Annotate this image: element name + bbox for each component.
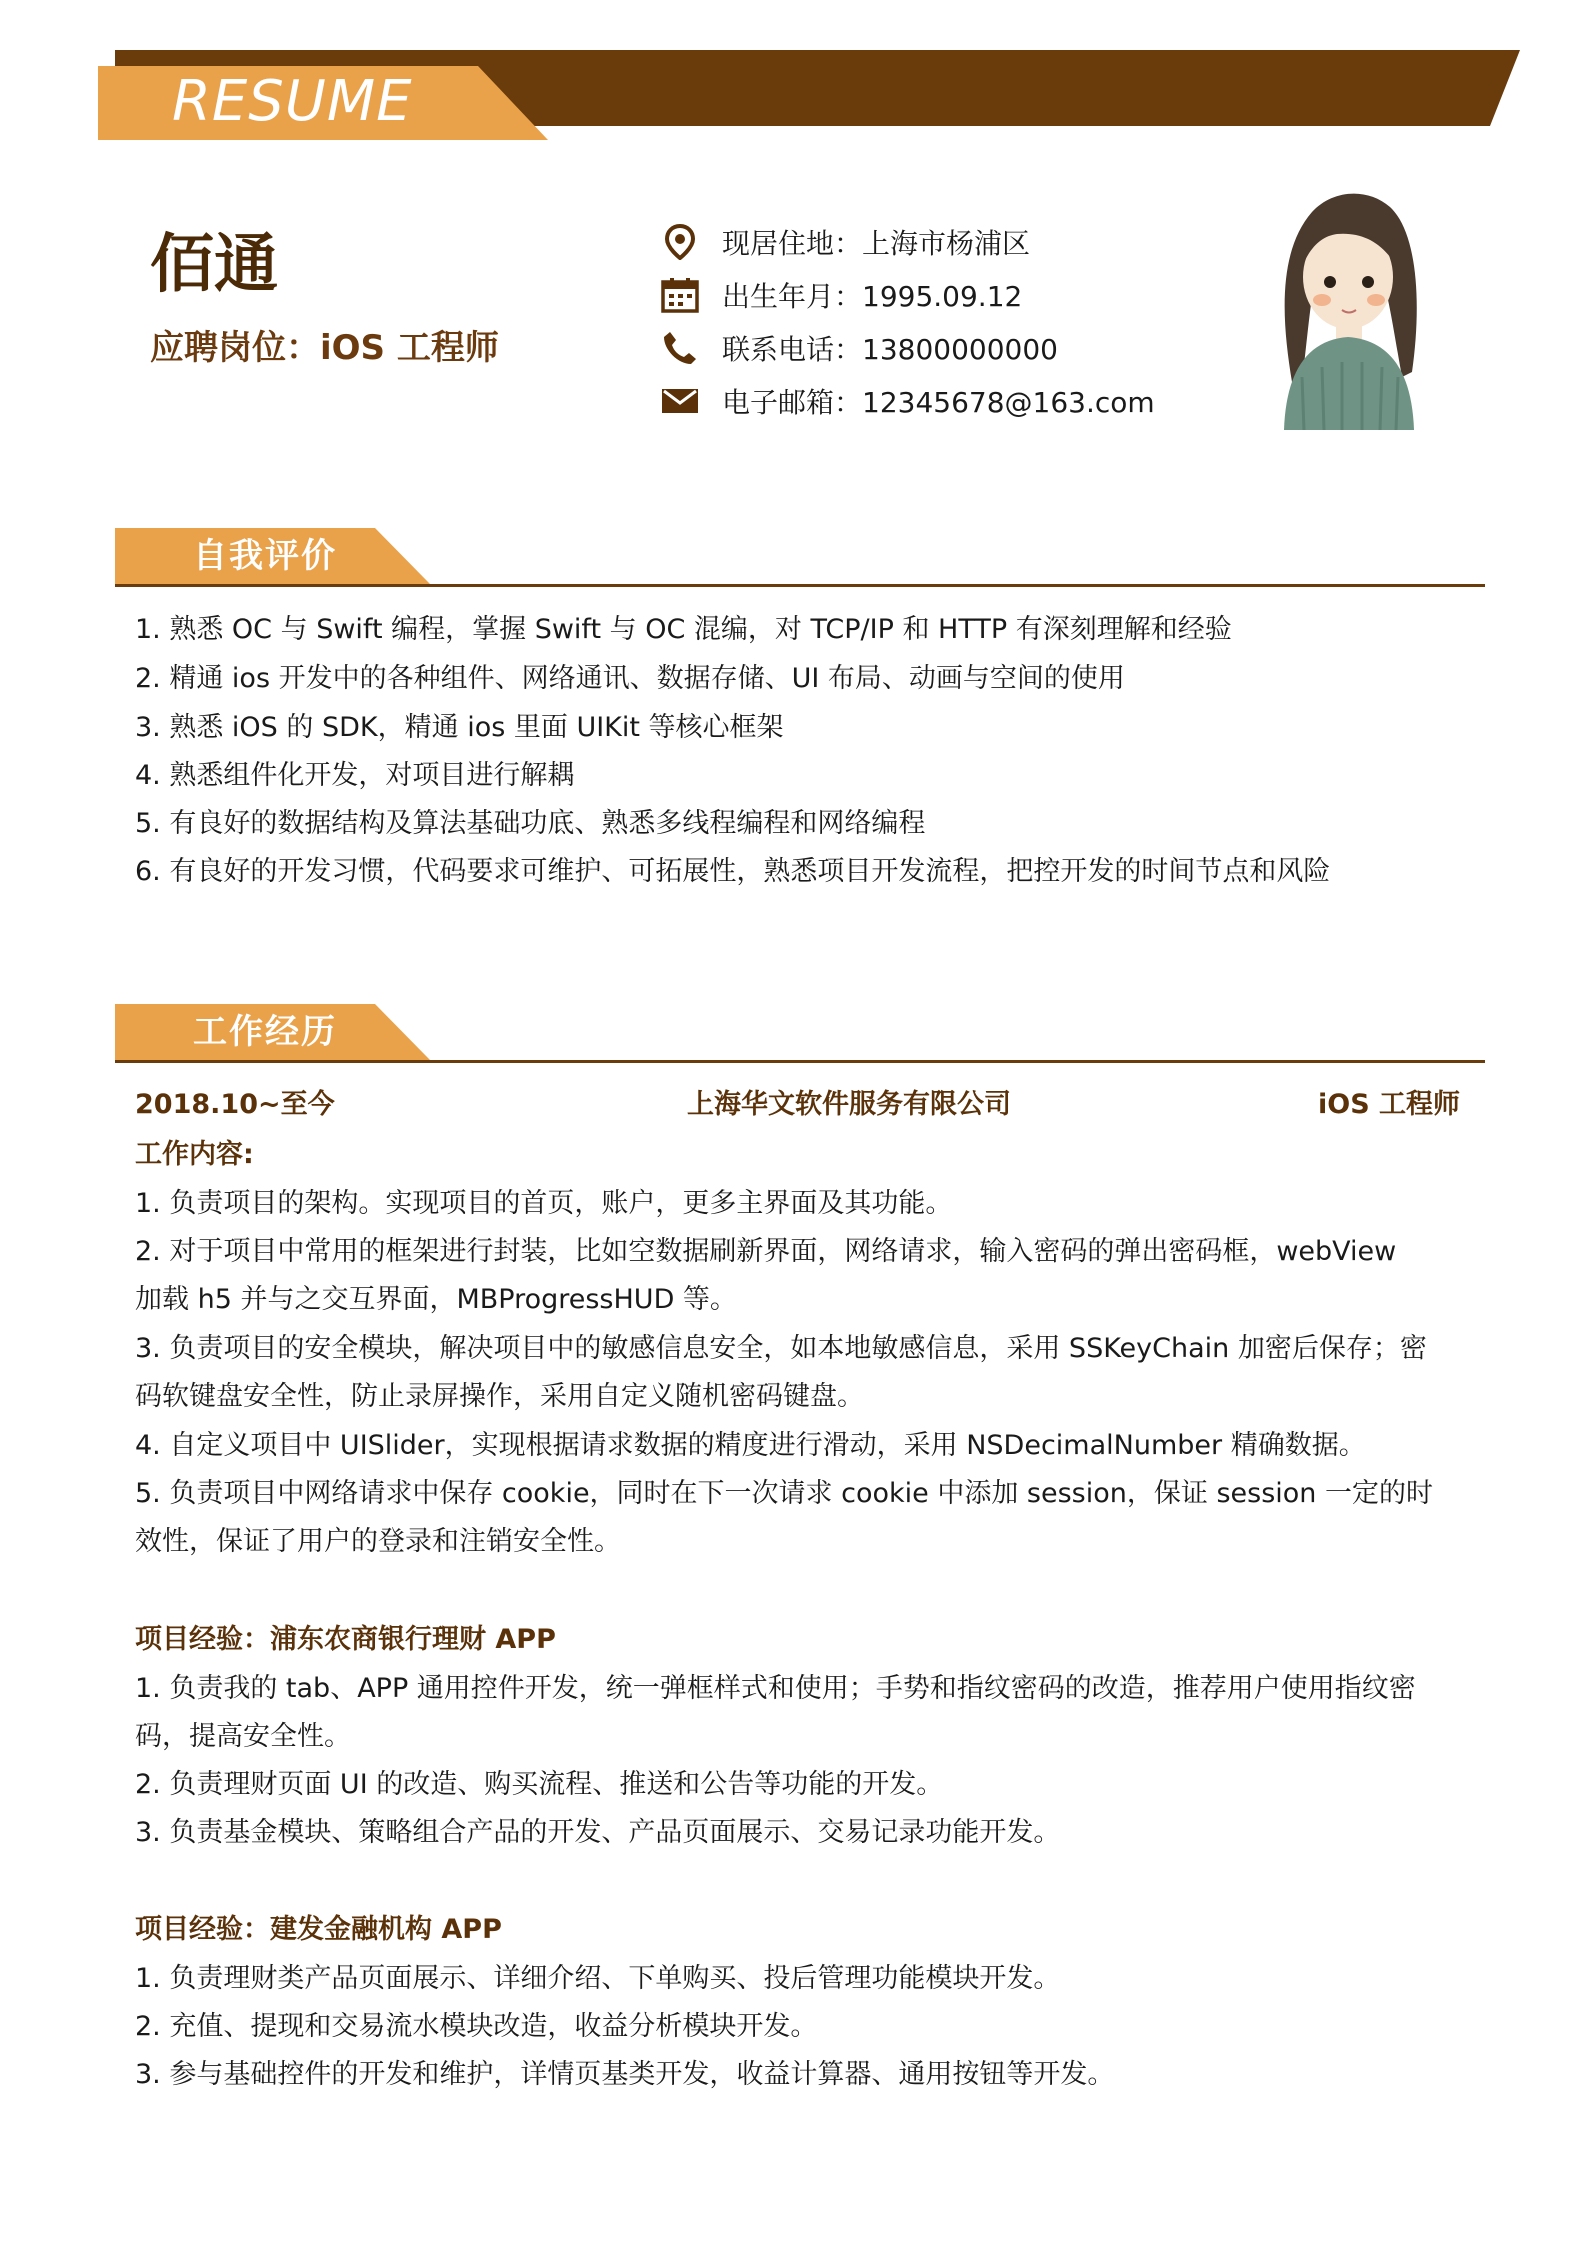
list-item: 1. 熟悉 OC 与 Swift 编程，掌握 Swift 与 OC 混编，对 TCP/IP 和 HTTP 有深刻理解和经验 (135, 614, 1232, 645)
work-role: iOS 工程师 (1318, 1089, 1461, 1120)
list-item: 3. 熟悉 iOS 的 SDK，精通 ios 里面 UIKit 等核心框架 (135, 712, 784, 743)
list-item: 4. 熟悉组件化开发，对项目进行解耦 (135, 760, 575, 791)
work-content-line: 3. 负责项目的安全模块，解决项目中的敏感信息安全，如本地敏感信息，采用 SSKeyChain 加密后保存；密 (135, 1333, 1427, 1364)
calendar-icon (660, 275, 700, 315)
mail-icon (660, 381, 700, 421)
contact-email-text: 电子邮箱：12345678@163.com (722, 386, 1155, 419)
contact-birth (660, 275, 1022, 315)
contact-address-text: 现居住地：上海市杨浦区 (722, 227, 1031, 260)
section-header-work (115, 1004, 1485, 1064)
project-label: 项目经验：建发金融机构 APP (135, 1914, 502, 1945)
contact-birth-text: 出生年月：1995.09.12 (722, 280, 1023, 313)
applied-position: 应聘岗位：iOS 工程师 (150, 328, 499, 368)
project-line: 2. 负责理财页面 UI 的改造、购买流程、推送和公告等功能的开发。 (135, 1769, 944, 1800)
work-content-line: 1. 负责项目的架构。实现项目的首页，账户，更多主界面及其功能。 (135, 1188, 953, 1219)
contact-phone-text: 联系电话：13800000000 (722, 333, 1058, 366)
phone-icon (660, 328, 700, 368)
project-line: 1. 负责我的 tab、APP 通用控件开发，统一弹框样式和使用；手势和指纹密码的改造，推荐用户使用指纹密 (135, 1673, 1416, 1704)
project-line: 3. 参与基础控件的开发和维护，详情页基类开发，收益计算器、通用按钮等开发。 (135, 2059, 1115, 2090)
work-content-line: 2. 对于项目中常用的框架进行封装，比如空数据刷新界面，网络请求，输入密码的弹出密码框，webView (135, 1236, 1397, 1267)
location-pin-icon (660, 222, 700, 262)
candidate-name: 佰通 (150, 228, 278, 302)
work-content-line: 码软键盘安全性，防止录屏操作，采用自定义随机密码键盘。 (135, 1381, 864, 1412)
work-content-label: 工作内容: (135, 1139, 254, 1170)
section-header-self-eval (115, 528, 1485, 588)
list-item: 5. 有良好的数据结构及算法基础功底、熟悉多线程编程和网络编程 (135, 808, 926, 839)
list-item: 2. 精通 ios 开发中的各种组件、网络通讯、数据存储、UI 布局、动画与空间的使用 (135, 663, 1125, 694)
work-content-line: 加载 h5 并与之交互界面，MBProgressHUD 等。 (135, 1284, 737, 1315)
contact-address (660, 222, 1030, 262)
work-company: 上海华文软件服务有限公司 (687, 1089, 1011, 1120)
project-label: 项目经验：浦东农商银行理财 APP (135, 1624, 556, 1655)
work-content-line: 5. 负责项目中网络请求中保存 cookie，同时在下一次请求 cookie 中添加 session，保证 session 一定的时 (135, 1478, 1433, 1509)
list-item: 6. 有良好的开发习惯，代码要求可维护、可拓展性，熟悉项目开发流程，把控开发的时间节点和风险 (135, 856, 1331, 887)
project-line: 码，提高安全性。 (135, 1721, 351, 1752)
section-title: 工作经历 (193, 1012, 337, 1052)
work-content-line: 4. 自定义项目中 UISlider，实现根据请求数据的精度进行滑动，采用 NSDecimalNumber 精确数据。 (135, 1430, 1366, 1461)
contact-email (660, 381, 1155, 421)
section-title: 自我评价 (193, 536, 337, 576)
avatar (1272, 172, 1424, 430)
work-content-line: 效性，保证了用户的登录和注销安全性。 (135, 1526, 621, 1557)
project-line: 3. 负责基金模块、策略组合产品的开发、产品页面展示、交易记录功能开发。 (135, 1817, 1061, 1848)
project-line: 2. 充值、提现和交易流水模块改造，收益分析模块开发。 (135, 2011, 818, 2042)
work-period: 2018.10~至今 (135, 1089, 335, 1120)
resume-title: RESUME (172, 69, 413, 134)
project-line: 1. 负责理财类产品页面展示、详细介绍、下单购买、投后管理功能模块开发。 (135, 1963, 1061, 1994)
contact-phone (660, 328, 1058, 368)
